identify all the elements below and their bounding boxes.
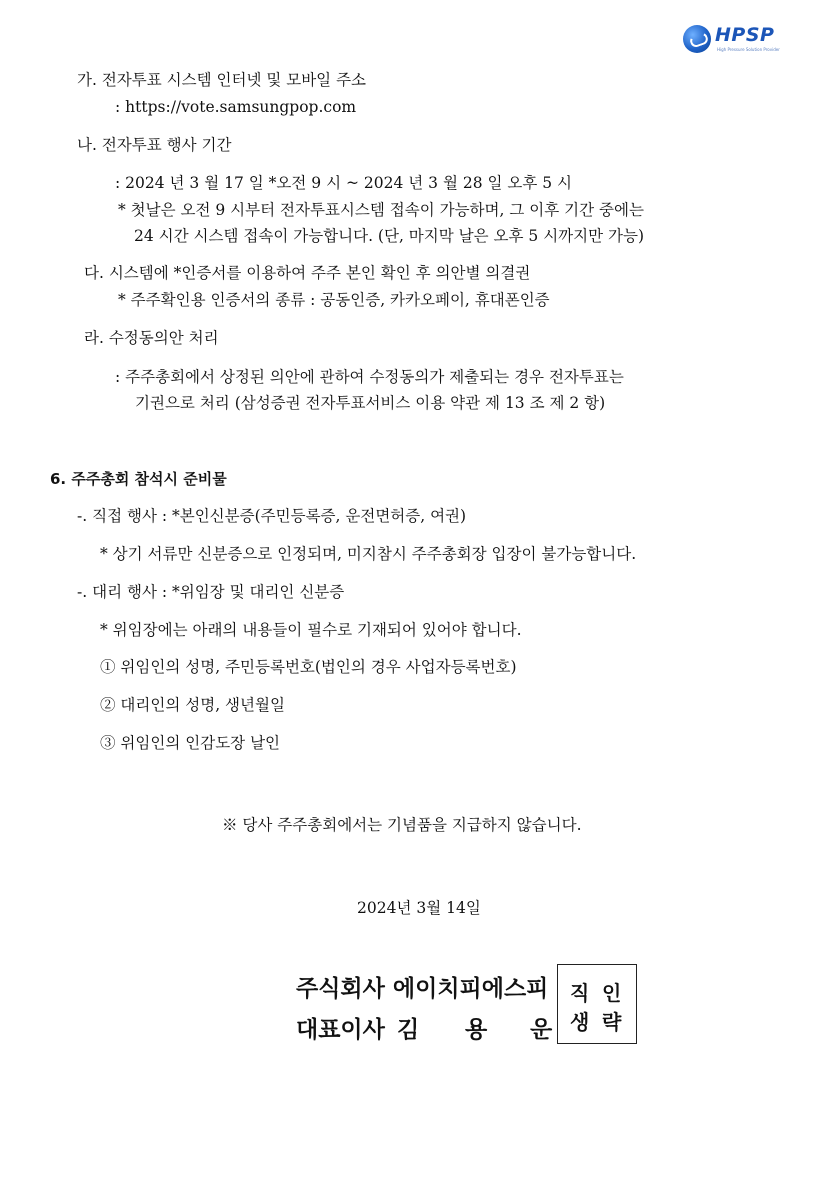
seal-char-3: 생 <box>570 1010 590 1034</box>
logo-globe-icon <box>683 25 711 53</box>
logo-text: HPSP <box>715 24 775 46</box>
voting-item-na-title: 나. 전자투표 행사 기간 <box>77 136 232 154</box>
voting-period: : 2024 년 3 월 17 일 *오전 9 시 ~ 2024 년 3 월 28 일 오후 5 시 <box>115 174 573 192</box>
section-6-title: 6. 주주총회 참석시 준비물 <box>50 470 227 488</box>
voting-certificate-note: * 주주확인용 인증서의 종류 : 공동인증, 카카오페이, 휴대폰인증 <box>118 291 550 309</box>
document-date: 2024년 3월 14일 <box>357 899 481 917</box>
seal-char-1: 직 <box>570 981 590 1005</box>
voting-item-da-title: 다. 시스템에 *인증서를 이용하여 주주 본인 확인 후 의안별 의결권 <box>84 264 531 282</box>
voting-period-note-1: * 첫날은 오전 9 시부터 전자투표시스템 접속이 가능하며, 그 이후 기간 중에는 <box>118 201 644 219</box>
proxy-attendance: -. 대리 행사 : *위임장 및 대리인 신분증 <box>77 583 345 601</box>
ceo-name-char-2: 용 <box>465 1017 488 1043</box>
proxy-requirement-1: ① 위임인의 성명, 주민등록번호(법인의 경우 사업자등록번호) <box>100 658 517 676</box>
voting-amendment-text-2: 기권으로 처리 (삼성증권 전자투표서비스 이용 약관 제 13 조 제 2 항) <box>135 394 606 412</box>
direct-attendance-note: * 상기 서류만 신분증으로 인정되며, 미지참시 주주총회장 입장이 불가능합니다. <box>100 545 637 563</box>
proxy-note: * 위임장에는 아래의 내용들이 필수로 기재되어 있어야 합니다. <box>100 621 522 639</box>
voting-item-ra-title: 라. 수정동의안 처리 <box>84 329 219 347</box>
company-name: 주식회사 에이치피에스피 <box>296 976 549 1002</box>
ceo-name-char-1: 김 <box>397 1017 420 1043</box>
logo-tagline: High Pressure Solution Provider <box>717 47 780 52</box>
voting-item-ga-title: 가. 전자투표 시스템 인터넷 및 모바일 주소 <box>77 71 367 89</box>
proxy-requirement-2: ② 대리인의 성명, 생년월일 <box>100 696 285 714</box>
proxy-requirement-3: ③ 위임인의 인감도장 날인 <box>100 734 281 752</box>
company-logo <box>683 22 795 56</box>
voting-period-note-2: 24 시간 시스템 접속이 가능합니다. (단, 마지막 날은 오후 5 시까지만 가능) <box>134 227 645 245</box>
voting-url: : https://vote.samsungpop.com <box>115 98 357 116</box>
ceo-name-char-3: 운 <box>530 1017 553 1043</box>
voting-amendment-text-1: : 주주총회에서 상정된 의안에 관하여 수정동의가 제출되는 경우 전자투표는 <box>115 368 624 386</box>
seal-char-4: 략 <box>602 1010 622 1034</box>
direct-attendance: -. 직접 행사 : *본인신분증(주민등록증, 운전면허증, 여권) <box>77 507 467 525</box>
seal-char-2: 인 <box>602 981 622 1005</box>
seal-box <box>557 964 637 1044</box>
ceo-title: 대표이사 <box>296 1017 385 1043</box>
souvenir-notice: ※ 당사 주주총회에서는 기념품을 지급하지 않습니다. <box>222 816 582 834</box>
